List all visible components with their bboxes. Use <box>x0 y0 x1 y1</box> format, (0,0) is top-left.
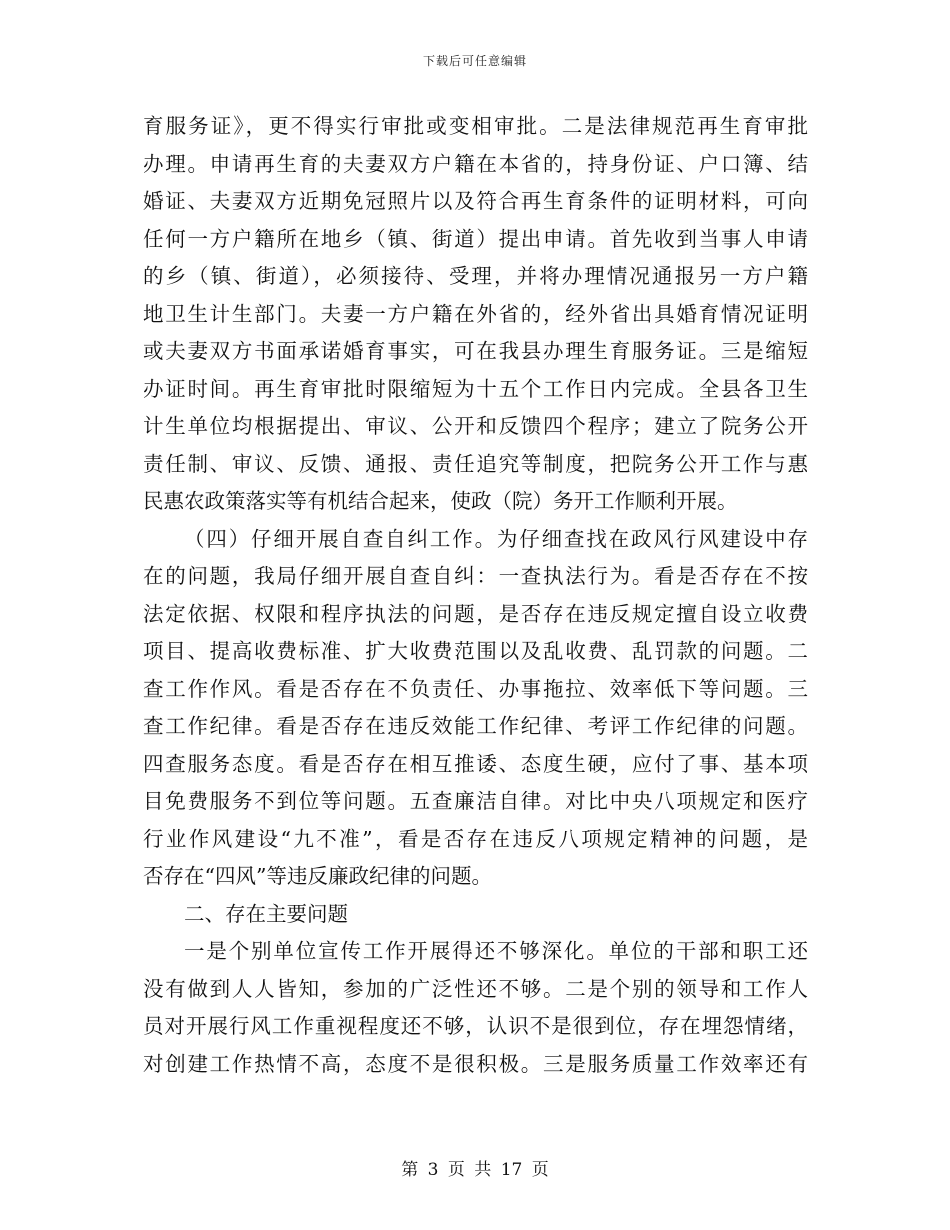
text-line: 员对开展行风工作重视程度还不够，认识不是很到位，存在埋怨情绪， <box>143 1014 808 1038</box>
text-line: 办证时间。再生育审批时限缩短为十五个工作日内完成。全县各卫生 <box>143 376 808 401</box>
text-line: 任何一方户籍所在地乡（镇、街道）提出申请。首先收到当事人申请 <box>143 226 808 251</box>
page-header: 下载后可任意编辑 <box>422 54 527 68</box>
body-text <box>143 108 808 1083</box>
text-line: 查工作纪律。看是否存在违反效能工作纪律、考评工作纪律的问题。 <box>143 714 808 738</box>
text-line: 婚证、夫妻双方近期免冠照片以及符合再生育条件的证明材料，可向 <box>143 189 808 213</box>
text-line: 计生单位均根据提出、审议、公开和反馈四个程序；建立了院务公开 <box>143 414 808 438</box>
text-line: 二、存在主要问题 <box>184 901 348 926</box>
text-line: 育服务证》，更不得实行审批或变相审批。二是法律规范再生育审批 <box>143 114 808 138</box>
text-line: 目免费服务不到位等问题。五查廉洁自律。对比中央八项规定和医疗 <box>143 789 808 813</box>
text-line: 项目、提高收费标准、扩大收费范围以及乱收费、乱罚款的问题。二 <box>143 639 808 663</box>
text-line: （四）仔细开展自查自纠工作。为仔细查找在政风行风建设中存 <box>184 526 808 551</box>
text-line: 对创建工作热情不高，态度不是很积极。三是服务质量工作效率还有 <box>143 1051 808 1076</box>
text-line: 没有做到人人皆知，参加的广泛性还不够。二是个别的领导和工作人 <box>143 976 808 1001</box>
text-line: 查工作作风。看是否存在不负责任、办事拖拉、效率低下等问题。三 <box>143 676 808 701</box>
text-line: 地卫生计生部门。夫妻一方户籍在外省的，经外省出具婚育情况证明 <box>143 301 808 326</box>
text-line: 的乡（镇、街道），必须接待、受理，并将办理情况通报另一方户籍 <box>143 264 808 288</box>
text-line: 或夫妻双方书面承诺婚育事实，可在我县办理生育服务证。三是缩短 <box>143 339 808 363</box>
text-line: 行业作风建设“九不准”，看是否存在违反八项规定精神的问题，是 <box>143 826 808 851</box>
text-line: 责任制、审议、反馈、通报、责任追究等制度，把院务公开工作与惠 <box>143 451 808 476</box>
text-line: 在的问题，我局仔细开展自查自纠：一查执法行为。看是否存在不按 <box>143 564 808 588</box>
text-line: 办理。申请再生育的夫妻双方户籍在本省的，持身份证、户口簿、结 <box>143 151 808 176</box>
text-line: 民惠农政策落实等有机结合起来，使政（院）务开工作顺利开展。 <box>143 489 738 513</box>
text-line: 一是个别单位宣传工作开展得还不够深化。单位的干部和职工还 <box>184 939 808 963</box>
text-line: 四查服务态度。看是否存在相互推诿、态度生硬，应付了事、基本项 <box>143 751 808 776</box>
text-line: 法定依据、权限和程序执法的问题，是否存在违反规定擅自设立收费 <box>143 601 808 626</box>
page-footer: 第 3 页 共 17 页 <box>401 1160 549 1180</box>
text-line: 否存在“四风”等违反廉政纪律的问题。 <box>143 864 492 888</box>
